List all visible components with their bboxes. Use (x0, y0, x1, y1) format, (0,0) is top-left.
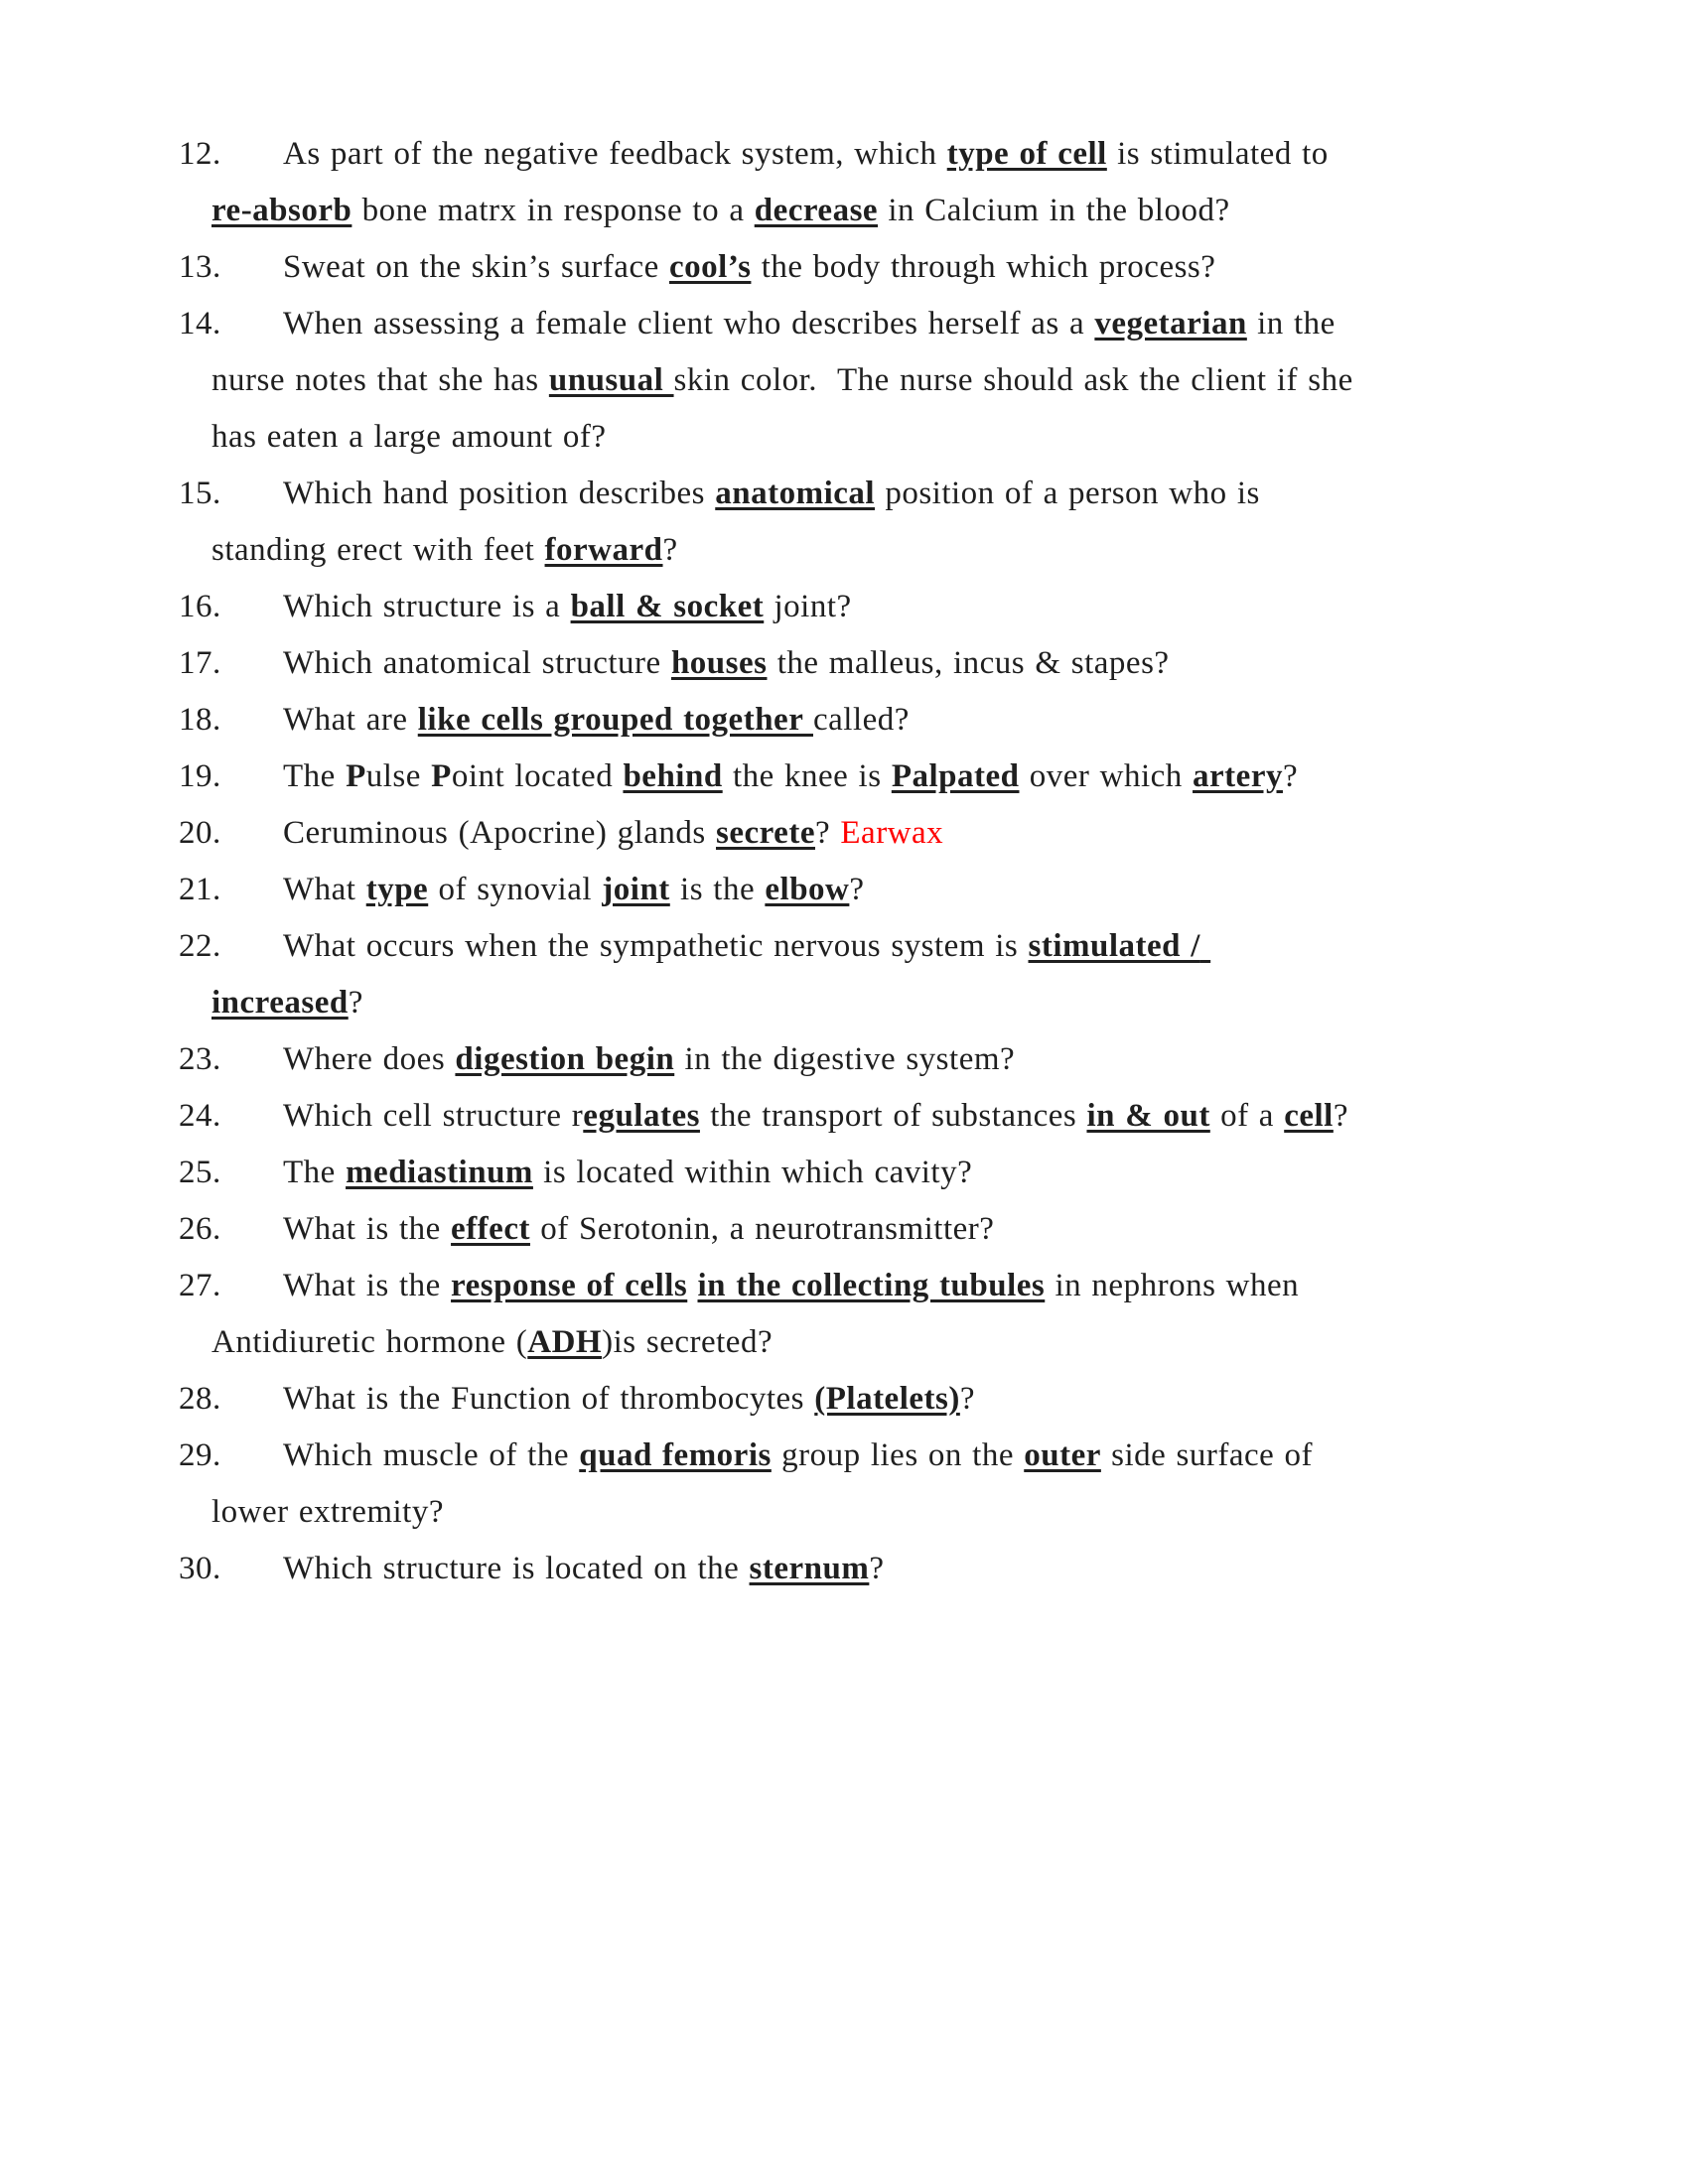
emphasized-text: artery (1193, 758, 1283, 794)
emphasized-text: effect (451, 1211, 530, 1247)
question-number: 16. (179, 589, 221, 624)
question-number: 14. (179, 306, 221, 341)
question-text: of Serotonin, a neurotransmitter? (529, 1211, 995, 1247)
emphasized-text: mediastinum (346, 1155, 533, 1190)
emphasized-text: (Platelets) (814, 1381, 960, 1417)
question-text: ? (348, 985, 363, 1021)
question-text: As part of the negative feedback system, which (283, 136, 947, 172)
emphasized-text: response of cells (451, 1268, 688, 1303)
question-text: position of a person who is standing erect with feet (211, 476, 1271, 568)
emphasized-text: quad femoris (579, 1437, 772, 1473)
question-number: 28. (179, 1381, 221, 1417)
question-number: 23. (179, 1041, 221, 1077)
emphasized-text: like cells grouped together (417, 702, 813, 738)
question-text: What is the (283, 1268, 452, 1303)
question-text: Where does (283, 1041, 456, 1077)
question-text: of synovial (428, 872, 603, 907)
question-text: The (283, 758, 347, 794)
question-text: Ceruminous (Apocrine) glands (283, 815, 716, 851)
question-number: 26. (179, 1211, 221, 1247)
answer-text: Earwax (840, 815, 944, 851)
question-text: Which anatomical structure (283, 645, 671, 681)
question-item-28 (179, 1371, 1353, 1428)
question-text: Which muscle of the (283, 1437, 580, 1473)
question-text: of a (1209, 1098, 1285, 1134)
question-number: 24. (179, 1098, 221, 1134)
question-item-13 (179, 239, 1353, 296)
question-item-22 (179, 918, 1353, 1031)
question-text: What (283, 872, 366, 907)
emphasized-text: cool’s (669, 249, 752, 285)
question-number: 17. (179, 645, 221, 681)
question-text (687, 1268, 697, 1303)
question-text: Which hand position describes (283, 476, 716, 511)
question-text: ? (849, 872, 865, 907)
emphasized-text: sternum (749, 1551, 870, 1586)
emphasized-text: type of cell (946, 136, 1107, 172)
question-text: Which cell structure r (283, 1098, 584, 1134)
emphasized-text: vegetarian (1094, 306, 1247, 341)
question-text: What is the Function of thrombocytes (283, 1381, 815, 1417)
emphasized-text: ADH (527, 1324, 603, 1360)
question-number: 20. (179, 815, 221, 851)
question-item-15 (179, 466, 1353, 579)
question-text: ? (1282, 758, 1299, 794)
question-text: What is the (283, 1211, 452, 1247)
emphasized-text: unusual (548, 362, 674, 398)
question-number: 29. (179, 1437, 221, 1473)
question-item-12 (179, 126, 1353, 239)
emphasized-text: type (365, 872, 429, 907)
emphasized-text: in & out (1086, 1098, 1210, 1134)
question-text: The (283, 1155, 347, 1190)
emphasized-text: decrease (754, 193, 879, 228)
question-item-24 (179, 1088, 1353, 1145)
question-text: skin color. The nurse should ask the client if she has eaten a large amount of? (211, 362, 1363, 455)
emphasized-text: P (431, 758, 452, 794)
question-text: oint located (451, 758, 624, 794)
question-item-30 (179, 1541, 1353, 1597)
question-text: the knee is (722, 758, 892, 794)
question-text: side surface of lower extremity? (211, 1437, 1324, 1530)
emphasized-text: behind (623, 758, 723, 794)
question-text: ? (662, 532, 678, 568)
question-text: ? (959, 1381, 975, 1417)
question-item-14 (179, 296, 1363, 466)
question-item-29 (179, 1428, 1353, 1541)
emphasized-text: cell (1284, 1098, 1334, 1134)
question-item-25 (179, 1145, 1353, 1201)
question-text: When assessing a female client who describes herself as a (283, 306, 1095, 341)
emphasized-text: joint (602, 872, 670, 907)
emphasized-text: elbow (765, 872, 850, 907)
question-item-21 (179, 862, 1353, 918)
question-text: the body through which process? (751, 249, 1216, 285)
question-text: Sweat on the skin’s surface (283, 249, 669, 285)
question-item-18 (179, 692, 1353, 749)
question-list (179, 126, 1688, 1597)
emphasized-text: anatomical (715, 476, 876, 511)
question-number: 18. (179, 702, 221, 738)
question-number: 27. (179, 1268, 221, 1303)
question-number: 13. (179, 249, 221, 285)
question-text: is the (669, 872, 766, 907)
question-text: the transport of substances (699, 1098, 1087, 1134)
emphasized-text: egulates (583, 1098, 700, 1134)
question-number: 22. (179, 928, 221, 964)
emphasized-text: secrete (716, 815, 815, 851)
question-item-23 (179, 1031, 1353, 1088)
emphasized-text: ball & socket (570, 589, 765, 624)
emphasized-text: re-absorb (211, 193, 352, 228)
question-text: joint? (764, 589, 852, 624)
question-number: 15. (179, 476, 221, 511)
emphasized-text: in the collecting tubules (697, 1268, 1046, 1303)
question-item-19 (179, 749, 1353, 805)
question-text: in nephrons when Antidiuretic hormone ( (211, 1268, 1308, 1360)
question-number: 12. (179, 136, 221, 172)
question-number: 30. (179, 1551, 221, 1586)
question-number: 19. (179, 758, 221, 794)
question-item-16 (179, 579, 1353, 635)
question-text: ? (814, 815, 841, 851)
question-text: in the digestive system? (674, 1041, 1016, 1077)
question-text: the malleus, incus & stapes? (767, 645, 1170, 681)
question-text: in Calcium in the blood? (878, 193, 1230, 228)
question-text: ? (869, 1551, 885, 1586)
question-text: group lies on the (771, 1437, 1025, 1473)
question-text: called? (813, 702, 910, 738)
question-item-27 (179, 1258, 1353, 1371)
question-text: bone matrx in response to a (352, 193, 755, 228)
emphasized-text: digestion begin (455, 1041, 675, 1077)
question-text: ? (1333, 1098, 1348, 1134)
emphasized-text: houses (670, 645, 768, 681)
question-number: 25. (179, 1155, 221, 1190)
question-text: ulse (365, 758, 432, 794)
question-item-20 (179, 805, 1353, 862)
emphasized-text: stimulated / increased (211, 928, 1211, 1021)
question-number: 21. (179, 872, 221, 907)
question-text: Which structure is located on the (283, 1551, 750, 1586)
question-text: What occurs when the sympathetic nervous system is (283, 928, 1029, 964)
question-text: )is secreted? (602, 1324, 774, 1360)
emphasized-text: outer (1024, 1437, 1101, 1473)
question-item-17 (179, 635, 1353, 692)
emphasized-text: forward (544, 532, 663, 568)
emphasized-text: P (346, 758, 366, 794)
question-text: is stimulated to (1106, 136, 1338, 172)
question-text: is located within which cavity? (532, 1155, 973, 1190)
question-text: Which structure is a (283, 589, 571, 624)
question-text: What are (283, 702, 418, 738)
question-text: in the nurse notes that she has (211, 306, 1346, 398)
question-item-26 (179, 1201, 1353, 1258)
emphasized-text: Palpated (891, 758, 1020, 794)
question-text: over which (1019, 758, 1194, 794)
